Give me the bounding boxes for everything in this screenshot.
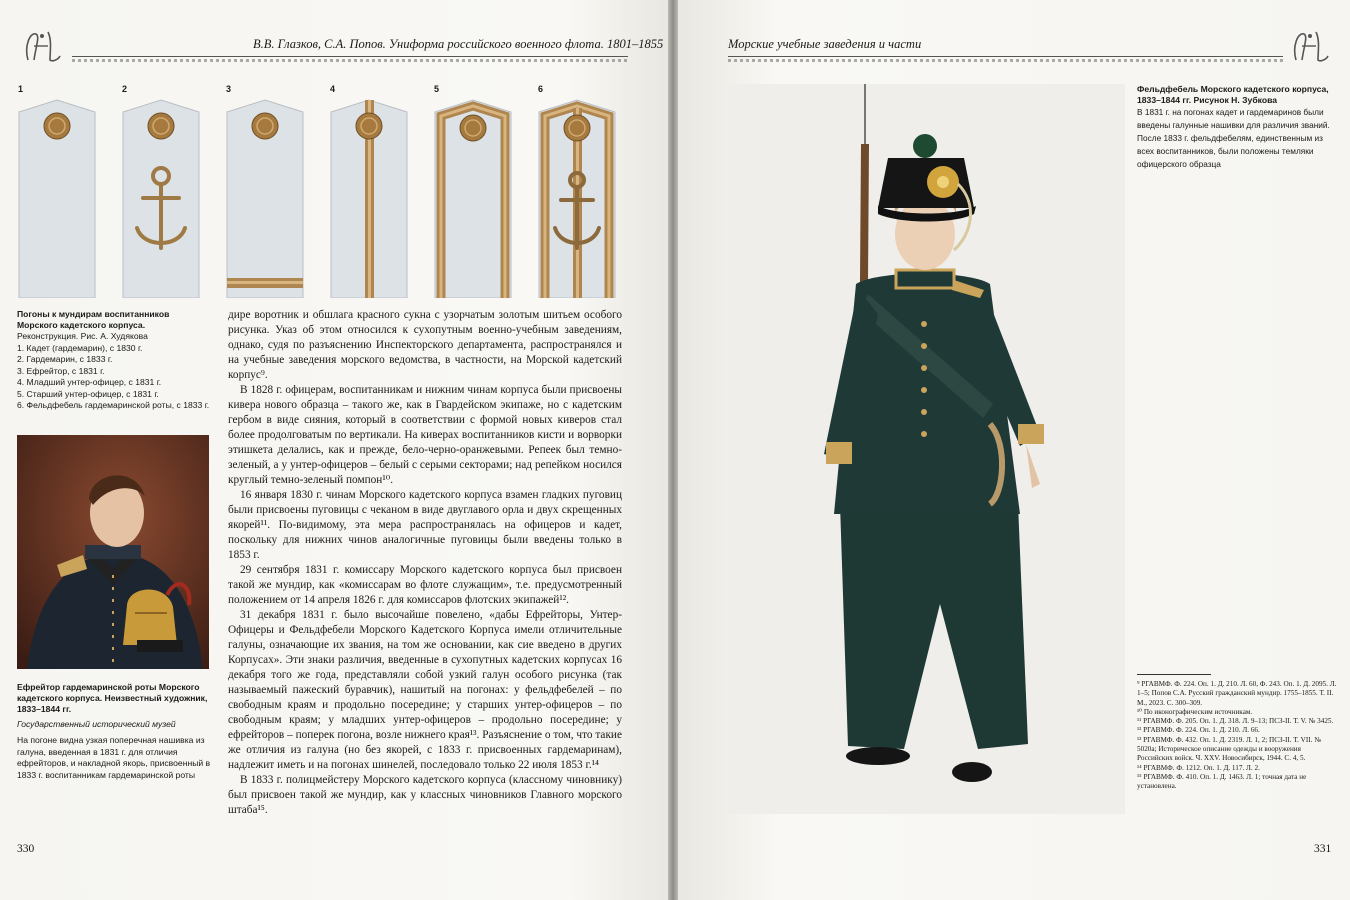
shoulder-board-sergeant-major [537,98,617,298]
footnote: ¹⁴ РГАВМФ. Ф. 1212. Оп. 1. Д. 117. Л. 2. [1137,763,1260,772]
sergeant-major-illustration [728,84,1125,814]
book-gutter [668,0,678,900]
running-head: Морские учебные заведения и части [728,37,922,51]
left-page [0,0,668,900]
paragraph: В 1833 г. полицмейстеру Морского кадетского корпуса (классному чиновнику) был присвоен такой же мундир, как у классных чиновников Главного морского штаба¹⁵. [228,774,622,816]
header-rule [728,56,1283,62]
shoulder-boards-figure [17,84,627,299]
right-page [678,0,1350,900]
footnotes [1137,674,1337,792]
list-item: 5. Старший унтер-офицер, с 1831 г. [17,388,159,399]
paragraph: 29 сентября 1831 г. комиссару Морского кадетского корпуса был присвоен такой же мундир, как «комиссарам во флоте служащим», т.е. предусмотренный положением от 14 апреля 1826 г. для комиссаров флотских экипажей¹². [228,564,622,606]
button-icon [44,113,70,139]
portrait-caption-title: Ефрейтор гардемаринской роты Морского кадетского корпуса. Неизвестный художник, 1833–1844 гг. [17,682,208,714]
boards-caption-subtitle: Реконструкция. Рис. А. Худякова [17,331,148,341]
running-head: В.В. Глазков, С.А. Попов. Униформа российского военного флота. 1801–1855 [253,37,664,51]
shoulder-board-midshipman [121,98,201,298]
page-number: 331 [1314,843,1332,855]
boards-caption-title: Погоны к мундирам воспитанников Морского кадетского корпуса. [17,309,170,330]
shoulder-board-cadet [17,98,97,298]
paragraph: 31 декабря 1831 г. было высочайше повелено, «дабы Ефрейторы, Унтер-Офицеры и Фельдфебели Морского Кадетского Корпуса имели отличительные галуны, означающие их звания, на том же основании, как сие введено в других Корпусах». Эти знаки различия, введенные в сухопутных кадетских корпусах 16 декабря того же года, представляли собой узкий галун особого рисунка (так называемый пажеский буравчик), нашитый на погонах: у фельдфебелей – по свободным краям и продольно посередине; у старших унтер-офицеров – по свободным краям; у младших унтер-офицеров – продольно посередине; у ефрейторов – поперек погона, возле нижнего края¹³. Разъяснение о том, что такие же отличия из галуна (но без якорей, с 1833 г. присвоенных гардемаринам), надлежит иметь и на погонах шинелей, последовало только 22 июля 1853 г.¹⁴ [228,609,622,771]
footnote: ¹² РГАВМФ. Ф. 224. Оп. 1. Д. 210. Л. 66. [1137,726,1260,735]
figure-caption [1137,84,1337,171]
footnote-rule [1137,674,1211,675]
boards-caption [17,309,212,412]
board-number: 4 [330,84,336,94]
portrait-painting [17,435,209,669]
shoulder-board-corporal [225,98,305,298]
portrait-caption [17,682,212,781]
footnote: ¹⁵ РГАВМФ. Ф. 410. Оп. 1. Д. 1463. Л. 1; точная дата не установлена. [1137,772,1307,791]
list-item: 1. Кадет (гардемарин), с 1830 г. [17,342,143,353]
footnote: ⁹ РГАВМФ. Ф. 224. Оп. 1. Д. 210. Л. 60, Ф. 243. Оп. 1. Д. 2095. Л. 1–5; Попов С.А. Русский гражданский мундир. 1755–1855. Т. II. М., 2023. С. 300–309. [1137,680,1337,707]
list-item: 4. Младший унтер-офицер, с 1831 г. [17,377,162,387]
boards-caption-list [17,343,212,412]
shoulder-board-senior-nco [433,98,513,298]
board-number: 5 [434,84,440,94]
list-item: 3. Ефрейтор, с 1831 г. [17,365,105,376]
monogram-icon [1288,26,1332,66]
portrait-caption-text: На погоне видна узкая поперечная нашивка из галуна, введенная в 1831 г. для отличия ефрейторов, и накладной якорь, присвоенный в 1833 г. воспитанникам гардемаринской роты [17,735,211,780]
footnote: ¹⁰ По иконографическим источникам. [1137,707,1253,716]
board-number: 3 [226,84,232,94]
paragraph: дире воротник и обшлага красного сукна с узорчатым золотым шитьем особого рисунка. Указ об этом относился к сухопутным военно-учебным заведениям, однако, судя по разъяснению Инспекторского департамента, распространялся и на учебные заведения морского ведомства, в частности, на Морской кадетский корпус⁹. [228,309,622,381]
board-number: 6 [538,84,544,94]
shoulder-board-junior-nco [329,98,409,298]
portrait-caption-source: Государственный исторический музей [17,719,176,729]
figure-caption-text: В 1831 г. на погонах кадет и гардемаринов были введены галунные нашивки для различия званий. После 1833 г. фельдфебелям, единственным из всех воспитанников, были положены темляки офицерского образца [1137,107,1330,169]
board-number: 2 [122,84,128,94]
list-item: 2. Гардемарин, с 1833 г. [17,354,113,364]
figure-caption-title: Фельдфебель Морского кадетского корпуса, 1833–1844 гг. Рисунок Н. Зубкова [1137,84,1329,105]
paragraph: 16 января 1830 г. чинам Морского кадетского корпуса взамен гладких пуговиц были присвоены пуговицы с чеканом в виде двуглавого орла и двух скрещенных якорей¹¹. По-видимому, эта мера распространялась на офицеров и кадет, поскольку для нижних чинов аналогичные пуговицы были введены только в 1853 г. [228,489,622,561]
paragraph: В 1828 г. офицерам, воспитанникам и нижним чинам корпуса были присвоены кивера нового образца – такого же, как в Гвардейском экипаже, но с кадетским гербом в виде сияния, который в соответствии с формой новых киверов стал более продолговатым по вертикали. На киверах воспитанников кисти и ворворки этишкета делались, как и прежде, бело-черно-оранжевыми. Репеек был темно-зеленый, а у унтер-офицеров – белый с серыми секторами; над репейком носился круглый темно-зеленый помпон¹⁰. [228,384,622,486]
page-number: 330 [17,843,35,855]
body-text [228,308,622,818]
header-rule [72,56,628,62]
board-number: 1 [18,84,24,94]
footnote: ¹³ РГАВМФ. Ф. 432. Оп. 1. Д. 2319. Л. 1, 2; ПСЗ-II. Т. VII. № 5020а; Историческое описание одежды и вооружения Российских войск. Ч. XXV. Новосибирск, 1944. С. 4, 5. [1137,735,1322,763]
list-item: 6. Фельдфебель гардемаринской роты, с 1833 г. [17,400,210,410]
monogram-icon [20,26,64,66]
footnote: ¹¹ РГАВМФ. Ф. 205. Оп. 1. Д. 318. Л. 9–13; ПСЗ-II. Т. V. № 3425. [1137,717,1334,726]
